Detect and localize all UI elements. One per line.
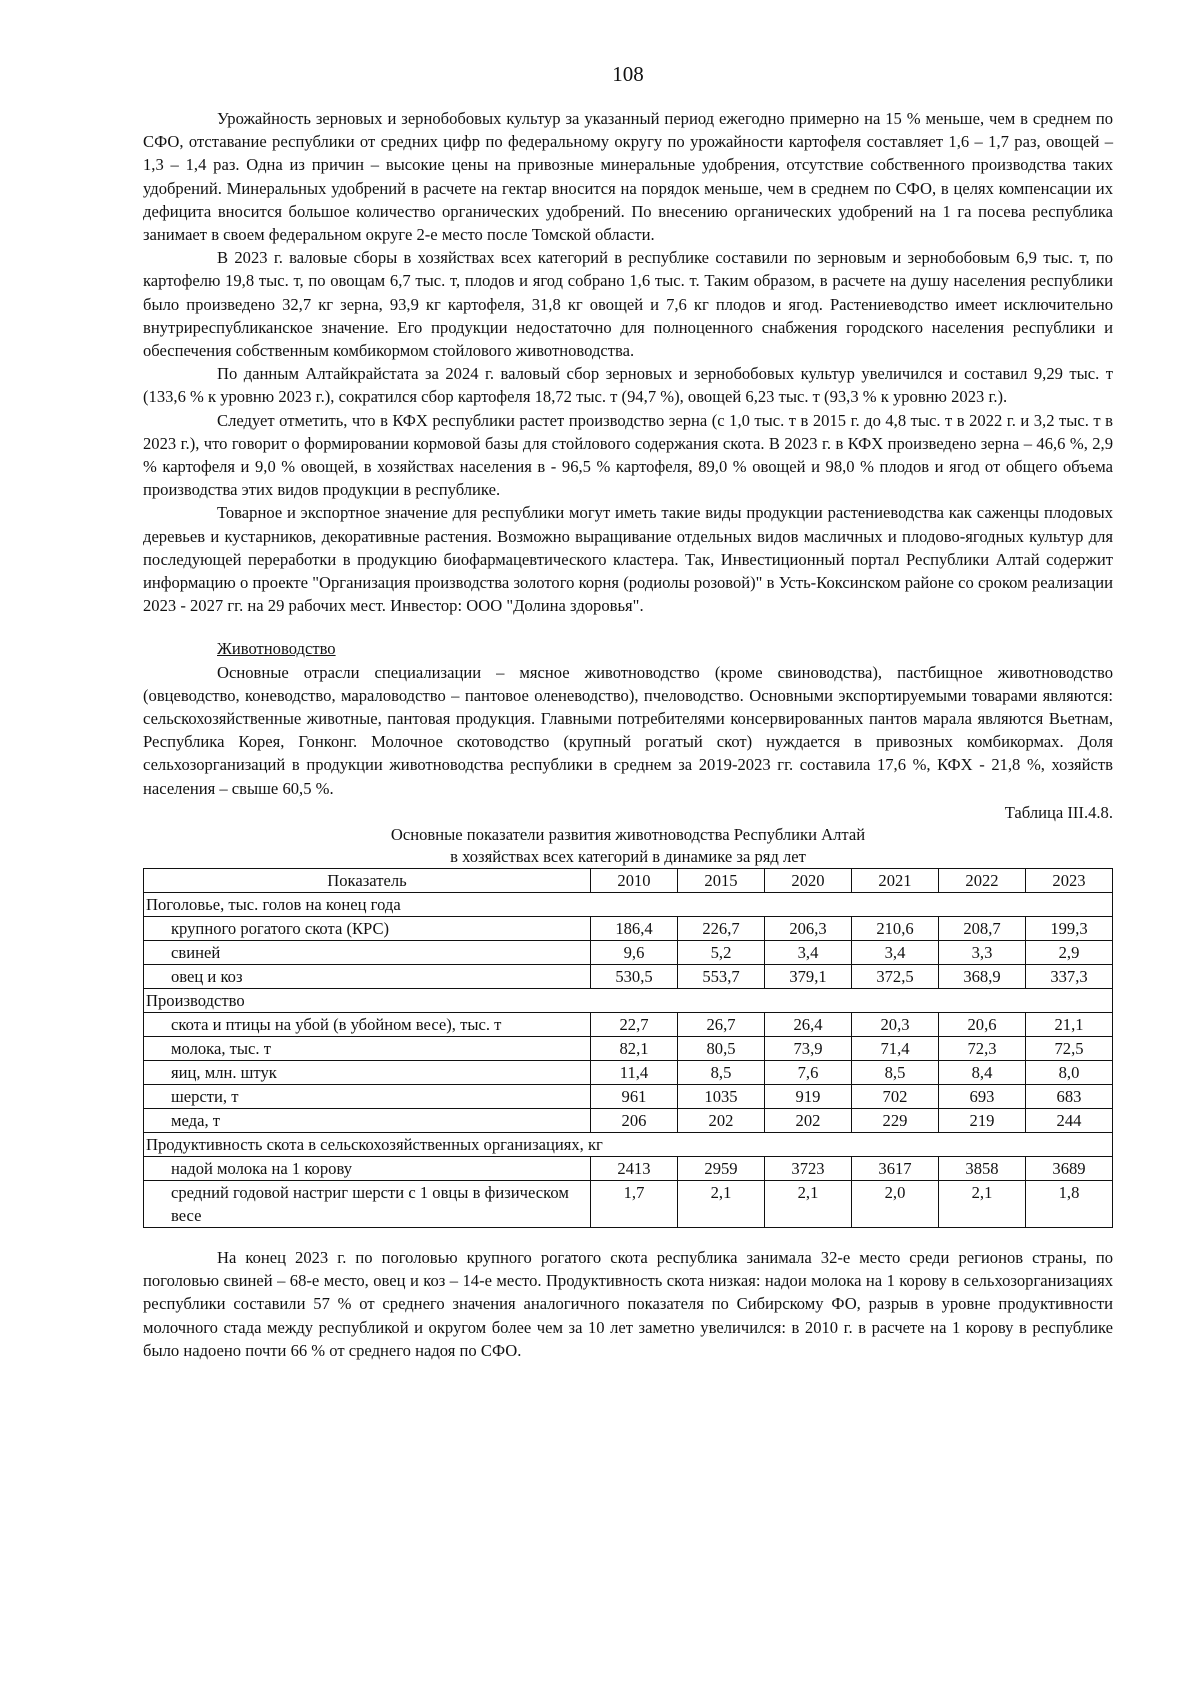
cell: 2,9 bbox=[1026, 940, 1113, 964]
header-year: 2023 bbox=[1026, 868, 1113, 892]
table-section-row bbox=[144, 1132, 1113, 1156]
table-row bbox=[144, 1156, 1113, 1180]
cell: 219 bbox=[939, 1108, 1026, 1132]
cell: 2,1 bbox=[939, 1180, 1026, 1227]
cell: 553,7 bbox=[678, 964, 765, 988]
cell: 202 bbox=[765, 1108, 852, 1132]
livestock-table bbox=[143, 868, 1113, 1228]
cell: 3,4 bbox=[852, 940, 939, 964]
cell: 20,3 bbox=[852, 1012, 939, 1036]
row-name: меда, т bbox=[144, 1108, 591, 1132]
cell: 1,7 bbox=[591, 1180, 678, 1227]
cell: 20,6 bbox=[939, 1012, 1026, 1036]
cell: 71,4 bbox=[852, 1036, 939, 1060]
cell: 8,0 bbox=[1026, 1060, 1113, 1084]
paragraph: Основные отрасли специализации – мясное животноводство (кроме свиноводства), пастбищное животноводство (овцеводство, коневодство, мараловодство – пантовое оленеводство), пчеловодство. Основными экспортируемыми товарами являются: сельскохозяйственные животные, пантовая продукция. Главными потребителями консервированных пантов марала являются Вьетнам, Республика Корея, Гонконг. Молочное скотоводство (крупный рогатый скот) нуждается в привозных комбикормах. Доля сельхозорганизаций в продукции животноводства республики в среднем за 2019-2023 гг. составила 17,6 %, КФХ - 21,8 %, хозяйств населения – свыше 60,5 %. bbox=[143, 662, 1113, 798]
cell: 244 bbox=[1026, 1108, 1113, 1132]
section-heading: Животноводство bbox=[217, 639, 336, 659]
paragraph: Следует отметить, что в КФХ республики растет производство зерна (с 1,0 тыс. т в 2015 г. до 4,8 тыс. т в 2022 г. и 3,2 тыс. т в 2023 г.), что говорит о формировании кормовой базы для стойлового содержания скота. В 2023 г. в КФХ произведено зерна – 46,6 %, 2,9 % картофеля и 9,0 % овощей, в хозяйствах населения в - 96,5 % картофеля, 89,0 % овощей и 98,0 % плодов и ягод от общего объема производства этих видов продукции в республике. bbox=[143, 410, 1113, 500]
table-header-row bbox=[144, 868, 1113, 892]
cell: 229 bbox=[852, 1108, 939, 1132]
cell: 202 bbox=[678, 1108, 765, 1132]
cell: 11,4 bbox=[591, 1060, 678, 1084]
row-name: свиней bbox=[144, 940, 591, 964]
cell: 9,6 bbox=[591, 940, 678, 964]
cell: 8,5 bbox=[678, 1060, 765, 1084]
cell: 3,4 bbox=[765, 940, 852, 964]
section-title: Поголовье, тыс. голов на конец года bbox=[144, 892, 1113, 916]
table-section-row bbox=[144, 892, 1113, 916]
table-caption: в хозяйствах всех категорий в динамике за ряд лет bbox=[450, 846, 806, 866]
cell: 530,5 bbox=[591, 964, 678, 988]
cell: 3,3 bbox=[939, 940, 1026, 964]
paragraph: По данным Алтайкрайстата за 2024 г. валовый сбор зерновых и зернобобовых культур увеличился и составил 9,29 тыс. т (133,6 % к уровню 2023 г.), сократился сбор картофеля 18,72 тыс. т (94,7 %), овощей 6,23 тыс. т (93,3 % к уровню 2023 г.). bbox=[143, 364, 1113, 407]
paragraph: Урожайность зерновых и зернобобовых культур за указанный период ежегодно примерно на 15 % меньше, чем в среднем по СФО, отставание республики от средних цифр по федеральному округу по урожайности картофеля составляет 1,6 – 1,7 раз, овощей – 1,3 – 1,4 раз. Одна из причин – высокие цены на привозные минеральные удобрения, отсутствие собственного производства таких удобрений. Минеральных удобрений в расчете на гектар вносится на порядок меньше, чем в среднем по СФО, в целях компенсации их дефицита вносится большое количество органических удобрений. По внесению органических удобрений на 1 га посева республика занимает в своем федеральном округе 2-е место после Томской области. bbox=[143, 109, 1113, 245]
cell: 1035 bbox=[678, 1084, 765, 1108]
cell: 226,7 bbox=[678, 916, 765, 940]
header-year: 2015 bbox=[678, 868, 765, 892]
paragraph: Товарное и экспортное значение для республики могут иметь такие виды продукции растениеводства как саженцы плодовых деревьев и кустарников, декоративные растения. Возможно выращивание отдельных видов масличных и плодово-ягодных культур для последующей переработки в продукцию биофармацевтического кластера. Так, Инвестиционный портал Республики Алтай содержит информацию о проекте "Организация производства золотого корня (родиолы розовой)" в Усть-Коксинском районе со сроком реализации 2023 - 2027 гг. на 29 рабочих мест. Инвестор: ООО "Долина здоровья". bbox=[143, 503, 1113, 616]
cell: 72,3 bbox=[939, 1036, 1026, 1060]
header-year: 2020 bbox=[765, 868, 852, 892]
cell: 2413 bbox=[591, 1156, 678, 1180]
cell: 919 bbox=[765, 1084, 852, 1108]
document-page bbox=[143, 62, 1113, 1362]
cell: 186,4 bbox=[591, 916, 678, 940]
cell: 379,1 bbox=[765, 964, 852, 988]
paragraph: На конец 2023 г. по поголовью крупного рогатого скота республика занимала 32-е место среди регионов страны, по поголовью свиней – 68-е место, овец и коз – 14-е место. Продуктивность скота низкая: надои молока на 1 корову в сельхозорганизациях республики составили 57 % от среднего значения аналогичного показателя по Сибирскому ФО, разрыв в уровне продуктивности молочного стада между республикой и округом более чем за 10 лет заметно увеличился: в 2010 г. в расчете на 1 корову в республике было надоено почти 66 % от среднего надоя по СФО. bbox=[143, 1247, 1113, 1360]
cell: 961 bbox=[591, 1084, 678, 1108]
cell: 80,5 bbox=[678, 1036, 765, 1060]
table-row bbox=[144, 1012, 1113, 1036]
table-row bbox=[144, 1060, 1113, 1084]
cell: 683 bbox=[1026, 1084, 1113, 1108]
table-label: Таблица III.4.8. bbox=[1004, 802, 1113, 822]
cell: 208,7 bbox=[939, 916, 1026, 940]
cell: 199,3 bbox=[1026, 916, 1113, 940]
cell: 372,5 bbox=[852, 964, 939, 988]
table-row bbox=[144, 940, 1113, 964]
header-indicator: Показатель bbox=[144, 868, 591, 892]
cell: 2,1 bbox=[678, 1180, 765, 1227]
table-row bbox=[144, 1036, 1113, 1060]
row-name: яиц, млн. штук bbox=[144, 1060, 591, 1084]
header-year: 2021 bbox=[852, 868, 939, 892]
spacer bbox=[143, 617, 1113, 637]
cell: 5,2 bbox=[678, 940, 765, 964]
table-caption: Основные показатели развития животноводства Республики Алтай bbox=[390, 824, 866, 844]
row-name: овец и коз bbox=[144, 964, 591, 988]
cell: 3617 bbox=[852, 1156, 939, 1180]
cell: 26,4 bbox=[765, 1012, 852, 1036]
cell: 2,1 bbox=[765, 1180, 852, 1227]
header-year: 2010 bbox=[591, 868, 678, 892]
cell: 693 bbox=[939, 1084, 1026, 1108]
table-row bbox=[144, 1108, 1113, 1132]
cell: 368,9 bbox=[939, 964, 1026, 988]
table-section-row bbox=[144, 988, 1113, 1012]
cell: 3689 bbox=[1026, 1156, 1113, 1180]
table-row bbox=[144, 916, 1113, 940]
paragraph: В 2023 г. валовые сборы в хозяйствах всех категорий в республике составили по зерновым и зернобобовым 6,9 тыс. т, по картофелю 19,8 тыс. т, по овощам 6,7 тыс. т, плодов и ягод собрано 1,6 тыс. т. Таким образом, в расчете на душу населения республики было произведено 32,7 кг зерна, 93,9 кг картофеля, 31,8 кг овощей и 7,6 кг плодов и ягод. Растениеводство имеет исключительно внутриреспубликанское значение. Его продукции недостаточно для полноценного снабжения городского населения республики и обеспечения собственным комбикормом стойлового животноводства. bbox=[143, 248, 1113, 361]
cell: 8,5 bbox=[852, 1060, 939, 1084]
cell: 22,7 bbox=[591, 1012, 678, 1036]
cell: 210,6 bbox=[852, 916, 939, 940]
page-number: 108 bbox=[612, 62, 644, 86]
cell: 2959 bbox=[678, 1156, 765, 1180]
row-name: шерсти, т bbox=[144, 1084, 591, 1108]
cell: 7,6 bbox=[765, 1060, 852, 1084]
row-name: молока, тыс. т bbox=[144, 1036, 591, 1060]
cell: 206 bbox=[591, 1108, 678, 1132]
cell: 73,9 bbox=[765, 1036, 852, 1060]
cell: 702 bbox=[852, 1084, 939, 1108]
header-year: 2022 bbox=[939, 868, 1026, 892]
row-name: средний годовой настриг шерсти с 1 овцы в физическом весе bbox=[144, 1180, 591, 1227]
row-name: скота и птицы на убой (в убойном весе), тыс. т bbox=[144, 1012, 591, 1036]
cell: 206,3 bbox=[765, 916, 852, 940]
cell: 72,5 bbox=[1026, 1036, 1113, 1060]
row-name: крупного рогатого скота (КРС) bbox=[144, 916, 591, 940]
cell: 3858 bbox=[939, 1156, 1026, 1180]
cell: 82,1 bbox=[591, 1036, 678, 1060]
cell: 337,3 bbox=[1026, 964, 1113, 988]
cell: 21,1 bbox=[1026, 1012, 1113, 1036]
cell: 8,4 bbox=[939, 1060, 1026, 1084]
section-title: Продуктивность скота в сельскохозяйственных организациях, кг bbox=[144, 1132, 1113, 1156]
cell: 3723 bbox=[765, 1156, 852, 1180]
cell: 2,0 bbox=[852, 1180, 939, 1227]
section-title: Производство bbox=[144, 988, 1113, 1012]
cell: 1,8 bbox=[1026, 1180, 1113, 1227]
table-row bbox=[144, 964, 1113, 988]
cell: 26,7 bbox=[678, 1012, 765, 1036]
table-row bbox=[144, 1180, 1113, 1227]
table-row bbox=[144, 1084, 1113, 1108]
row-name: надой молока на 1 корову bbox=[144, 1156, 591, 1180]
